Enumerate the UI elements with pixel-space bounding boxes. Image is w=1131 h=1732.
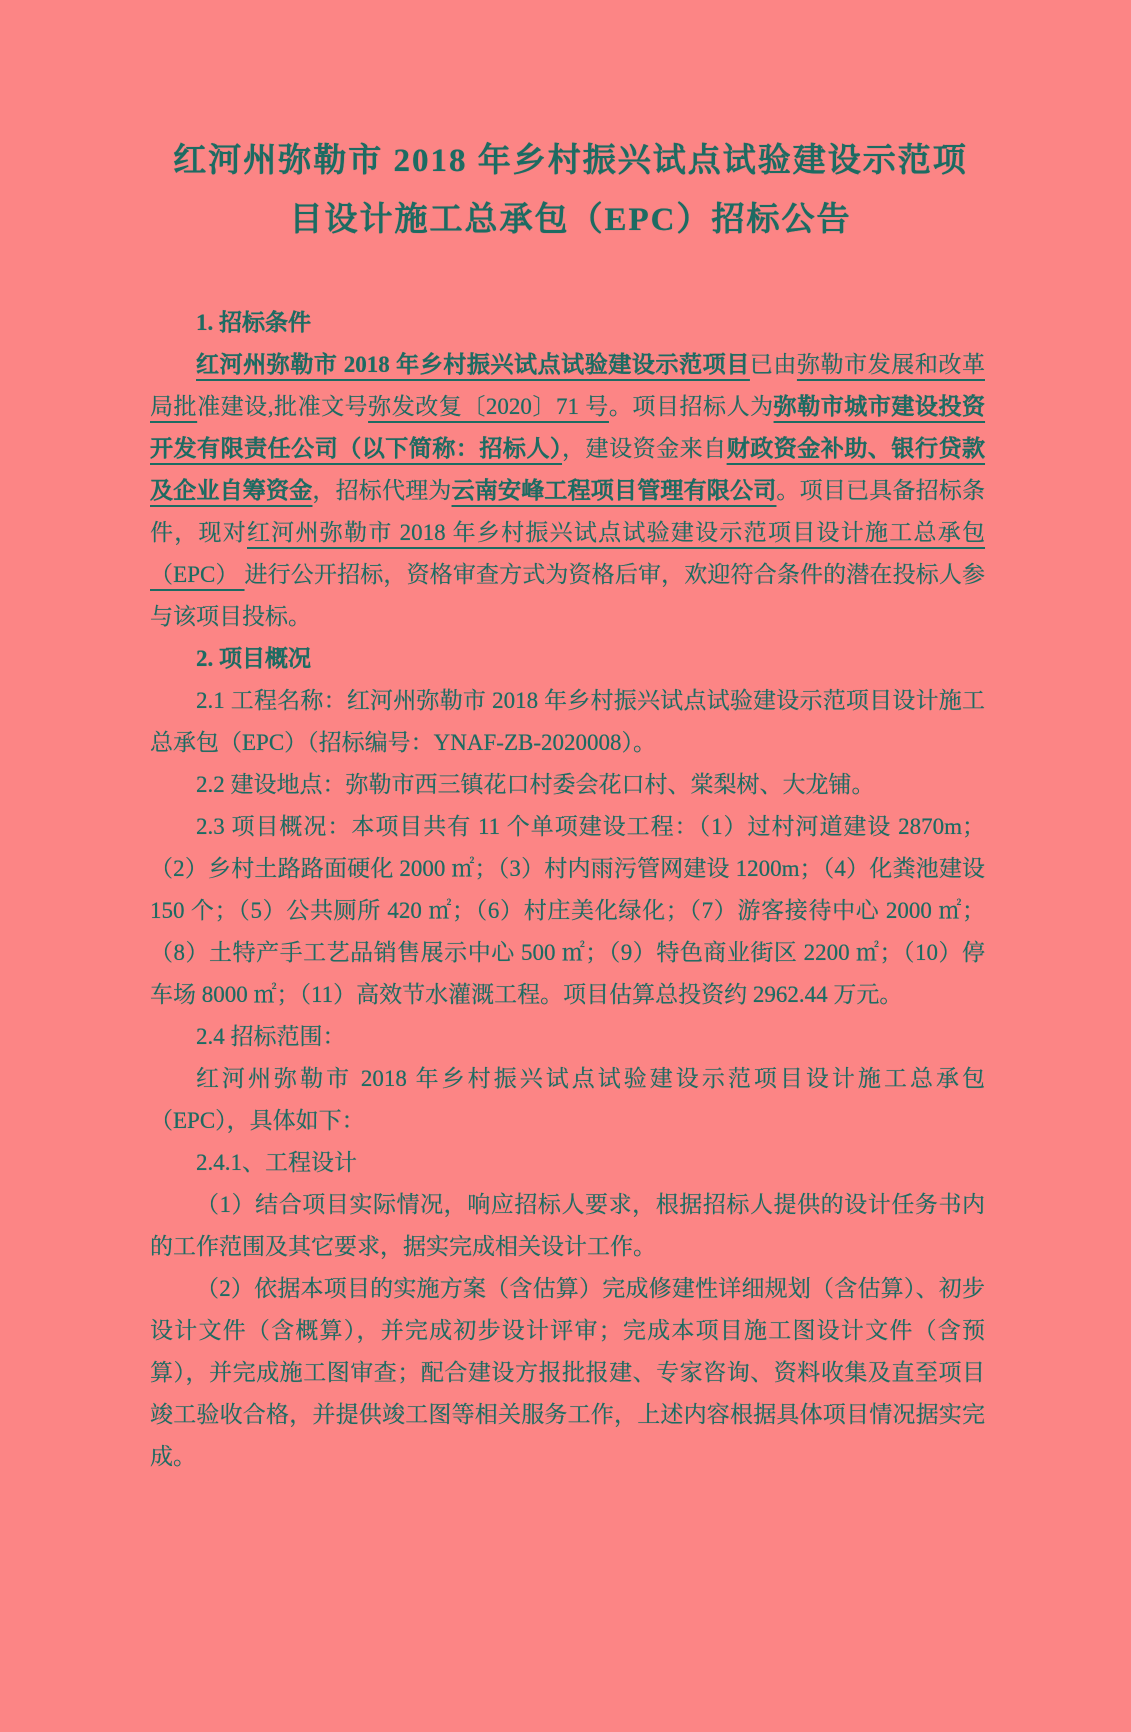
para-2-4-scope-intro: [150, 1058, 985, 1142]
document-title: [150, 132, 991, 250]
text-segment: ，建设资金来自: [562, 436, 727, 461]
text-segment: （2）依据本项目的实施方案（含估算）完成修建性详细规划（含估算）、初步设计文件（含概算），并完成初步设计评审；完成本项目施工图设计文件（含预算），并完成施工图审查；配合建设方报批报建、专家咨询、资料收集及直至项目竣工验收合格，并提供竣工图等相关服务工作，上述内容根据具体项目情况据实完成。: [150, 1276, 985, 1469]
section-1-paragraph: [150, 344, 985, 638]
para-2-3-overview: [150, 806, 985, 1016]
text-segment: 云南安峰工程项目管理有限公司: [451, 478, 777, 503]
document-title-line-1: 红河州弥勒市 2018 年乡村振兴试点试验建设示范项: [173, 143, 968, 179]
text-segment: 2.1 工程名称：红河州弥勒市 2018 年乡村振兴试点试验建设示范项目设计施工总承包（EPC）（招标编号：YNAF-ZB-2020008）。: [150, 688, 985, 755]
text-segment: 2.3 项目概况：本项目共有 11 个单项建设工程：（1）过村河道建设 2870m；（2）乡村土路路面硬化 2000 ㎡；（3）村内雨污管网建设 1200m；（4）化粪池建设 150 个；（5）公共厕所 420 ㎡；（6）村庄美化绿化；（7）游客接待中心 2000 ㎡；（8）土特产手工艺品销售展示中心 500 ㎡；（9）特色商业街区 2200 ㎡；（10）停车场 8000 ㎡；（11）高效节水灌溉工程。项目估算总投资约 2962.44 万元。: [150, 814, 986, 1007]
text-segment: 准建设,批准文号: [197, 394, 369, 419]
text-segment: 弥发改复〔2020〕71 号: [368, 394, 609, 419]
text-segment: 。项目招标人为: [608, 394, 774, 419]
text-segment: 财政资金补助、银行贷款及企业自筹资金: [150, 436, 986, 503]
document-page: [0, 132, 1131, 1732]
doc-body: [150, 302, 985, 1478]
para-2-1-project-name: [150, 680, 985, 764]
para-2-4-1-design-heading: [150, 1142, 985, 1184]
text-segment: 红河州弥勒市 2018 年乡村振兴试点试验建设示范项目设计施工总承包（EPC），具体如下：: [150, 1066, 985, 1133]
text-segment: 2.4.1、工程设计: [196, 1150, 357, 1175]
para-2-4-1-item-1: [150, 1184, 985, 1268]
section-2-heading: [150, 638, 985, 680]
text-segment: 弥勒市城市建设投资开发有限责任公司（以下简称：招标人）: [150, 394, 986, 461]
text-segment: 2. 项目概况: [196, 646, 311, 671]
text-segment: 已由: [749, 352, 797, 377]
text-segment: 2.2 建设地点：弥勒市西三镇花口村委会花口村、棠梨树、大龙铺。: [196, 772, 875, 797]
section-1-heading: [150, 302, 985, 344]
text-segment: 2.4 招标范围：: [196, 1024, 346, 1049]
document-title-line-2: 目设计施工总承包（EPC）招标公告: [289, 202, 852, 238]
text-segment: 1. 招标条件: [196, 310, 311, 335]
text-segment: （1）结合项目实际情况，响应招标人要求，根据招标人提供的设计任务书内的工作范围及其它要求，据实完成相关设计工作。: [150, 1192, 985, 1259]
text-segment: 进行公开招标，资格审查方式为资格后审，欢迎符合条件的潜在投标人参与该项目投标。: [150, 562, 985, 629]
para-2-4-1-item-2: [150, 1268, 985, 1478]
para-2-4-scope-heading: [150, 1016, 985, 1058]
text-segment: 。项目已具备招标条件，现对: [150, 478, 986, 545]
text-segment: 红河州弥勒市 2018 年乡村振兴试点试验建设示范项目设计施工总承包（EPC）: [150, 520, 986, 587]
text-segment: 红河州弥勒市 2018 年乡村振兴试点试验建设示范项目: [196, 352, 750, 377]
text-segment: ，招标代理为: [312, 478, 452, 503]
text-segment: 弥勒市发展和改革局批: [150, 352, 985, 419]
para-2-2-location: [150, 764, 985, 806]
